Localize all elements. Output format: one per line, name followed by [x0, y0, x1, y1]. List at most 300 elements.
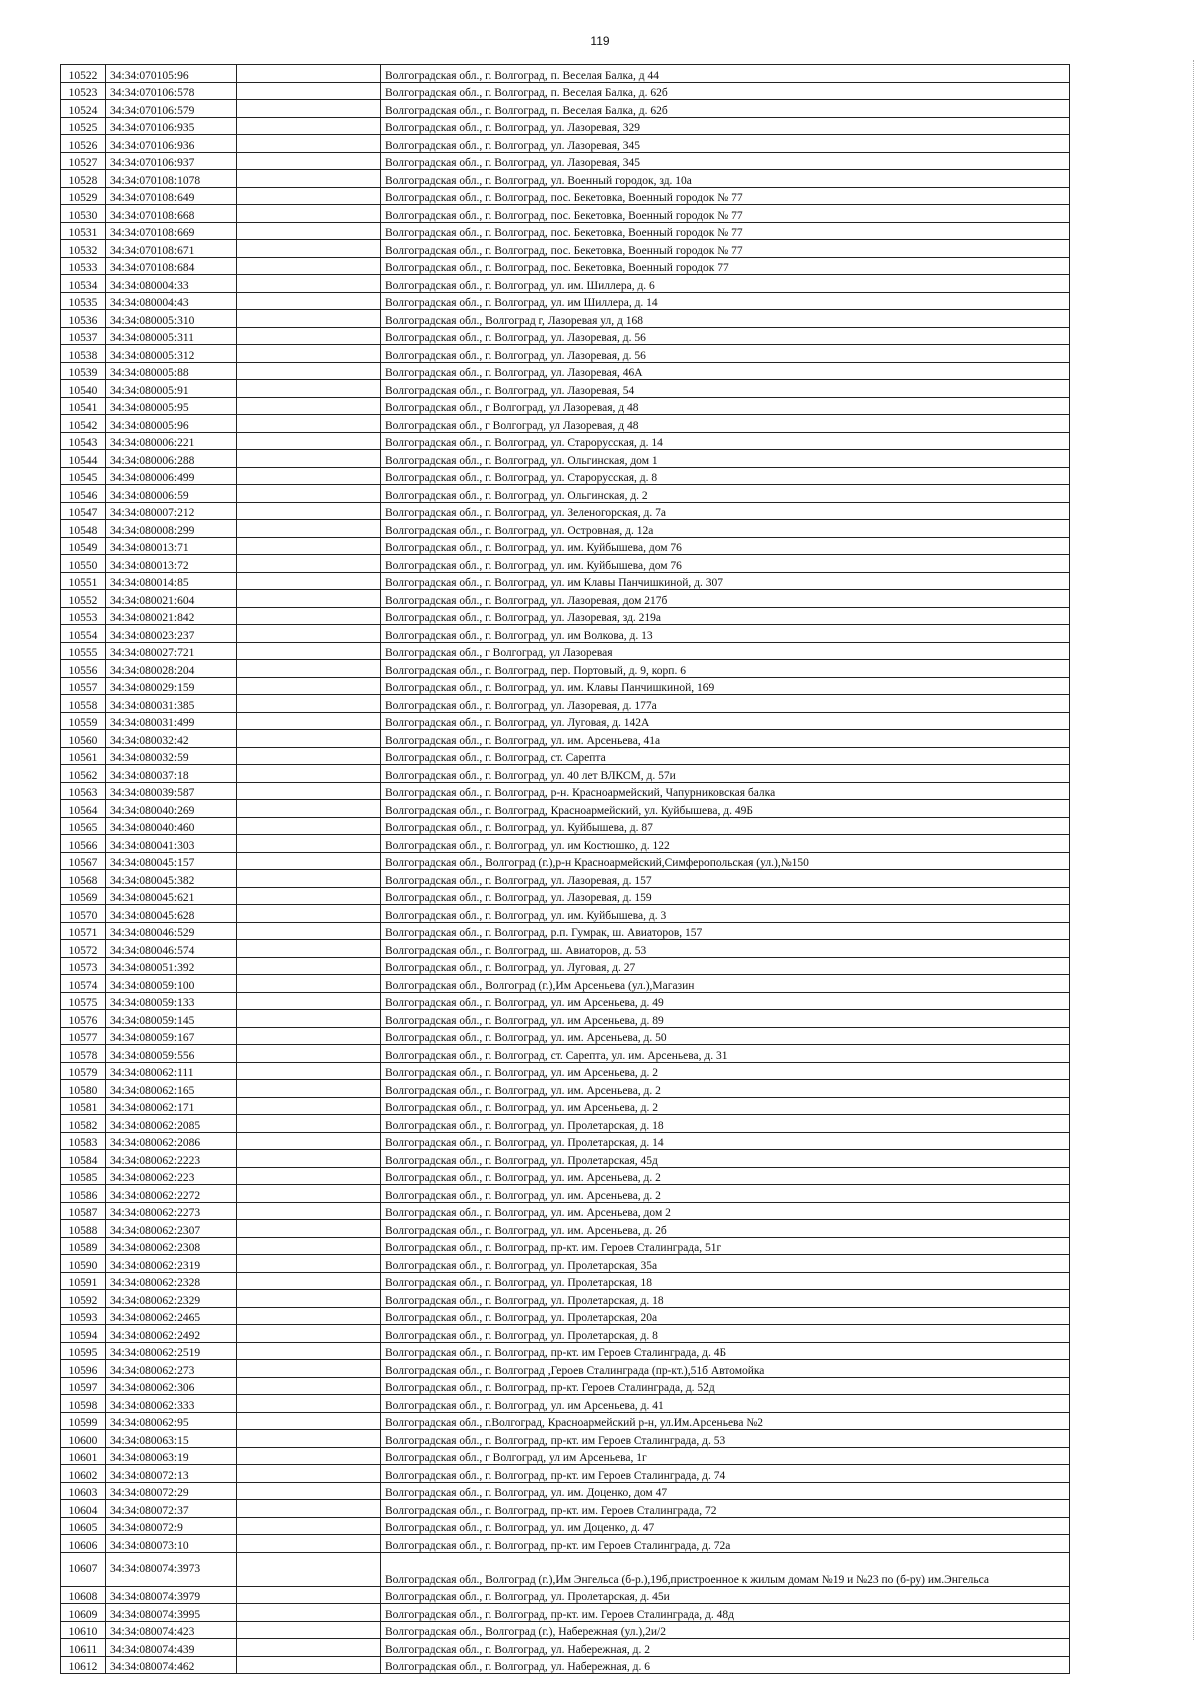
table-row: [61, 782, 1070, 800]
empty-cell: [237, 187, 381, 205]
row-number-cell: 10537: [61, 327, 106, 345]
cadastral-number-cell: 34:34:080006:288: [106, 450, 237, 468]
row-number-cell: 10547: [61, 502, 106, 520]
empty-cell: [237, 1167, 381, 1185]
cadastral-number-cell: 34:34:080051:392: [106, 957, 237, 975]
page-number: 119: [590, 34, 610, 48]
table-row: [61, 170, 1070, 188]
cadastral-number-cell: 34:34:080062:2492: [106, 1325, 237, 1343]
cadastral-number-cell: 34:34:080031:385: [106, 695, 237, 713]
cadastral-number-cell: 34:34:080039:587: [106, 782, 237, 800]
cadastral-number-cell: 34:34:080037:18: [106, 765, 237, 783]
row-number-cell: 10593: [61, 1307, 106, 1325]
table-row: [61, 485, 1070, 503]
row-number-cell: 10567: [61, 852, 106, 870]
address-cell: Волгоградская обл., г. Волгоград, п. Веселая Балка, д. 62б: [381, 82, 1070, 100]
table-row: [61, 1517, 1070, 1535]
cadastral-number-cell: 34:34:080072:13: [106, 1465, 237, 1483]
cadastral-number-cell: 34:34:080041:303: [106, 835, 237, 853]
row-number-cell: 10546: [61, 485, 106, 503]
table-row: [61, 152, 1070, 170]
row-number-cell: 10561: [61, 747, 106, 765]
empty-cell: [237, 555, 381, 573]
address-cell: Волгоградская обл., г Волгоград, ул Лазоревая, д 48: [381, 415, 1070, 433]
table-row: [61, 1045, 1070, 1063]
empty-cell: [237, 747, 381, 765]
cadastral-number-cell: 34:34:080005:312: [106, 345, 237, 363]
table-row: [61, 870, 1070, 888]
row-number-cell: 10586: [61, 1185, 106, 1203]
address-cell: Волгоградская обл., г. Волгоград, ул. Лазоревая, зд. 219а: [381, 607, 1070, 625]
address-cell: Волгоградская обл., г. Волгоград, ул. им. Куйбышева, дом 76: [381, 555, 1070, 573]
table-row: [61, 135, 1070, 153]
row-number-cell: 10595: [61, 1342, 106, 1360]
empty-cell: [237, 100, 381, 118]
address-cell: Волгоградская обл., г Волгоград, ул им Арсеньева, 1г: [381, 1447, 1070, 1465]
empty-cell: [237, 485, 381, 503]
address-cell: Волгоградская обл., г. Волгоград, ул. Лазоревая, д. 56: [381, 327, 1070, 345]
empty-cell: [237, 362, 381, 380]
table-row: [61, 572, 1070, 590]
cadastral-number-cell: 34:34:080005:310: [106, 310, 237, 328]
empty-cell: [237, 1220, 381, 1238]
cadastral-number-cell: 34:34:080062:306: [106, 1377, 237, 1395]
cadastral-number-cell: 34:34:080013:71: [106, 537, 237, 555]
row-number-cell: 10542: [61, 415, 106, 433]
empty-cell: [237, 170, 381, 188]
row-number-cell: 10596: [61, 1360, 106, 1378]
row-number-cell: 10536: [61, 310, 106, 328]
row-number-cell: 10599: [61, 1412, 106, 1430]
row-number-cell: 10609: [61, 1604, 106, 1622]
row-number-cell: 10529: [61, 187, 106, 205]
address-cell: Волгоградская обл., г. Волгоград, ул. им Волкова, д. 13: [381, 625, 1070, 643]
cadastral-number-cell: 34:34:080006:499: [106, 467, 237, 485]
empty-cell: [237, 327, 381, 345]
cadastral-number-cell: 34:34:080074:439: [106, 1639, 237, 1657]
row-number-cell: 10545: [61, 467, 106, 485]
address-cell: Волгоградская обл., г. Волгоград, ул. Ольгинская, д. 2: [381, 485, 1070, 503]
cadastral-number-cell: 34:34:080062:2085: [106, 1115, 237, 1133]
row-number-cell: 10611: [61, 1639, 106, 1657]
empty-cell: [237, 800, 381, 818]
cadastral-number-cell: 34:34:080031:499: [106, 712, 237, 730]
row-number-cell: 10571: [61, 922, 106, 940]
table-row: [61, 625, 1070, 643]
row-number-cell: 10585: [61, 1167, 106, 1185]
table-row: [61, 345, 1070, 363]
cadastral-number-cell: 34:34:080072:9: [106, 1517, 237, 1535]
table-row: [61, 327, 1070, 345]
table-row: [61, 117, 1070, 135]
row-number-cell: 10535: [61, 292, 106, 310]
empty-cell: [237, 1482, 381, 1500]
table-row: [61, 555, 1070, 573]
row-number-cell: 10550: [61, 555, 106, 573]
row-number-cell: 10539: [61, 362, 106, 380]
cadastral-number-cell: 34:34:080006:59: [106, 485, 237, 503]
cadastral-number-cell: 34:34:080074:3973: [106, 1552, 237, 1586]
address-cell: Волгоградская обл., г. Волгоград, пр-кт. им Героев Сталинграда, д. 74: [381, 1465, 1070, 1483]
cadastral-number-cell: 34:34:080074:423: [106, 1621, 237, 1639]
empty-cell: [237, 1132, 381, 1150]
cadastral-number-cell: 34:34:080062:2329: [106, 1290, 237, 1308]
cadastral-number-cell: 34:34:080045:628: [106, 905, 237, 923]
empty-cell: [237, 1412, 381, 1430]
cadastral-number-cell: 34:34:070108:671: [106, 240, 237, 258]
address-cell: Волгоградская обл., г. Волгоград, ул. Зеленогорская, д. 7а: [381, 502, 1070, 520]
empty-cell: [237, 467, 381, 485]
cadastral-number-cell: 34:34:080062:2086: [106, 1132, 237, 1150]
row-number-cell: 10603: [61, 1482, 106, 1500]
empty-cell: [237, 502, 381, 520]
row-number-cell: 10578: [61, 1045, 106, 1063]
cadastral-number-cell: 34:34:080007:212: [106, 502, 237, 520]
table-row: [61, 1500, 1070, 1518]
empty-cell: [237, 975, 381, 993]
row-number-cell: 10548: [61, 520, 106, 538]
empty-cell: [237, 1639, 381, 1657]
row-number-cell: 10540: [61, 380, 106, 398]
row-number-cell: 10605: [61, 1517, 106, 1535]
empty-cell: [237, 135, 381, 153]
table-row: [61, 677, 1070, 695]
row-number-cell: 10577: [61, 1027, 106, 1045]
address-cell: Волгоградская обл., г. Волгоград, ул. Набережная, д. 2: [381, 1639, 1070, 1657]
address-cell: Волгоградская обл., Волгоград (г.), Набережная (ул.),2и/2: [381, 1621, 1070, 1639]
table-row: [61, 1080, 1070, 1098]
cadastral-number-cell: 34:34:080062:2328: [106, 1272, 237, 1290]
table-row: [61, 1325, 1070, 1343]
cadastral-number-cell: 34:34:070106:935: [106, 117, 237, 135]
table-row: [61, 817, 1070, 835]
cadastral-number-cell: 34:34:080005:95: [106, 397, 237, 415]
empty-cell: [237, 82, 381, 100]
address-cell: Волгоградская обл., г. Волгоград, ул. Куйбышева, д. 87: [381, 817, 1070, 835]
empty-cell: [237, 1395, 381, 1413]
cadastral-number-cell: 34:34:080023:237: [106, 625, 237, 643]
table-row: [61, 1412, 1070, 1430]
table-row: [61, 1027, 1070, 1045]
empty-cell: [237, 782, 381, 800]
address-cell: Волгоградская обл., г. Волгоград, пр-кт. им. Героев Сталинграда, 51г: [381, 1237, 1070, 1255]
address-cell: Волгоградская обл., г. Волгоград, ул. им Арсеньева, д. 2: [381, 1097, 1070, 1115]
row-number-cell: 10559: [61, 712, 106, 730]
empty-cell: [237, 397, 381, 415]
row-number-cell: 10588: [61, 1220, 106, 1238]
address-cell: Волгоградская обл., г. Волгоград, ул. им. Арсеньева, д. 2: [381, 1167, 1070, 1185]
address-cell: Волгоградская обл., г. Волгоград, ул. им Арсеньева, д. 49: [381, 992, 1070, 1010]
row-number-cell: 10560: [61, 730, 106, 748]
row-number-cell: 10570: [61, 905, 106, 923]
row-number-cell: 10581: [61, 1097, 106, 1115]
row-number-cell: 10553: [61, 607, 106, 625]
address-cell: Волгоградская обл., г. Волгоград, пер. Портовый, д. 9, корп. 6: [381, 660, 1070, 678]
table-row: [61, 765, 1070, 783]
address-cell: Волгоградская обл., г. Волгоград, ул. Пролетарская, д. 18: [381, 1290, 1070, 1308]
address-cell: Волгоградская обл., г. Волгоград, ул. Лазоревая, 46А: [381, 362, 1070, 380]
cadastral-number-cell: 34:34:080005:311: [106, 327, 237, 345]
row-number-cell: 10538: [61, 345, 106, 363]
table-row: [61, 467, 1070, 485]
address-cell: Волгоградская обл., г. Волгоград, ул. Пролетарская, д. 8: [381, 1325, 1070, 1343]
address-cell: Волгоградская обл., г. Волгоград, ул. им. Арсеньева, дом 2: [381, 1202, 1070, 1220]
table-row: [61, 992, 1070, 1010]
cadastral-number-cell: 34:34:080045:157: [106, 852, 237, 870]
empty-cell: [237, 257, 381, 275]
row-number-cell: 10524: [61, 100, 106, 118]
empty-cell: [237, 240, 381, 258]
address-cell: Волгоградская обл., г. Волгоград, пос. Бекетовка, Военный городок № 77: [381, 240, 1070, 258]
table-row: [61, 1377, 1070, 1395]
cadastral-number-cell: 34:34:080074:3979: [106, 1586, 237, 1604]
table-row: [61, 607, 1070, 625]
cadastral-number-cell: 34:34:080004:43: [106, 292, 237, 310]
empty-cell: [237, 642, 381, 660]
row-number-cell: 10541: [61, 397, 106, 415]
table-row: [61, 695, 1070, 713]
address-cell: Волгоградская обл., г. Волгоград, ст. Сарепта, ул. им. Арсеньева, д. 31: [381, 1045, 1070, 1063]
table-row: [61, 1167, 1070, 1185]
empty-cell: [237, 905, 381, 923]
address-cell: Волгоградская обл., Волгоград (г.),р-н Красноармейский,Симферопольская (ул.),№150: [381, 852, 1070, 870]
table-row: [61, 1132, 1070, 1150]
empty-cell: [237, 1290, 381, 1308]
cadastral-number-cell: 34:34:080059:145: [106, 1010, 237, 1028]
row-number-cell: 10600: [61, 1430, 106, 1448]
table-row: [61, 642, 1070, 660]
row-number-cell: 10532: [61, 240, 106, 258]
row-number-cell: 10554: [61, 625, 106, 643]
empty-cell: [237, 835, 381, 853]
empty-cell: [237, 345, 381, 363]
table-row: [61, 1150, 1070, 1168]
table-row: [61, 450, 1070, 468]
row-number-cell: 10528: [61, 170, 106, 188]
cadastral-number-cell: 34:34:080063:19: [106, 1447, 237, 1465]
cadastral-number-cell: 34:34:070108:684: [106, 257, 237, 275]
address-cell: Волгоградская обл., г. Волгоград, пр-кт. им Героев Сталинграда, д. 53: [381, 1430, 1070, 1448]
table-row: [61, 1552, 1070, 1586]
address-cell: Волгоградская обл., г. Волгоград, ул. им. Клавы Панчишкиной, 169: [381, 677, 1070, 695]
cadastral-number-cell: 34:34:080014:85: [106, 572, 237, 590]
address-cell: Волгоградская обл., г. Волгоград ,Героев Сталинграда (пр-кт.),51б Автомойка: [381, 1360, 1070, 1378]
table-row: [61, 852, 1070, 870]
table-row: [61, 957, 1070, 975]
empty-cell: [237, 852, 381, 870]
empty-cell: [237, 520, 381, 538]
cadastral-number-cell: 34:34:080059:556: [106, 1045, 237, 1063]
registry-body: [61, 65, 1070, 1674]
empty-cell: [237, 65, 381, 83]
empty-cell: [237, 1237, 381, 1255]
cadastral-number-cell: 34:34:080021:604: [106, 590, 237, 608]
empty-cell: [237, 957, 381, 975]
address-cell: Волгоградская обл., г. Волгоград, ул. Пролетарская, 18: [381, 1272, 1070, 1290]
cadastral-number-cell: 34:34:080062:2519: [106, 1342, 237, 1360]
table-row: [61, 1115, 1070, 1133]
cadastral-number-cell: 34:34:080027:721: [106, 642, 237, 660]
table-row: [61, 275, 1070, 293]
cadastral-number-cell: 34:34:070106:936: [106, 135, 237, 153]
table-row: [61, 1202, 1070, 1220]
address-cell: Волгоградская обл., г. Волгоград, ул. Пролетарская, 20а: [381, 1307, 1070, 1325]
address-cell: Волгоградская обл., г. Волгоград, пр-кт. им Героев Сталинграда, д. 4Б: [381, 1342, 1070, 1360]
address-cell: Волгоградская обл., г. Волгоград, пр-кт. им. Героев Сталинграда, 72: [381, 1500, 1070, 1518]
row-number-cell: 10580: [61, 1080, 106, 1098]
empty-cell: [237, 1465, 381, 1483]
row-number-cell: 10533: [61, 257, 106, 275]
row-number-cell: 10525: [61, 117, 106, 135]
empty-cell: [237, 1272, 381, 1290]
cadastral-number-cell: 34:34:080073:10: [106, 1535, 237, 1553]
empty-cell: [237, 695, 381, 713]
table-row: [61, 1465, 1070, 1483]
table-row: [61, 397, 1070, 415]
address-cell: Волгоградская обл., г. Волгоград, ул. Военный городок, зд. 10а: [381, 170, 1070, 188]
empty-cell: [237, 922, 381, 940]
table-row: [61, 100, 1070, 118]
empty-cell: [237, 870, 381, 888]
cadastral-number-cell: 34:34:070106:937: [106, 152, 237, 170]
cadastral-number-cell: 34:34:080008:299: [106, 520, 237, 538]
empty-cell: [237, 1185, 381, 1203]
table-row: [61, 292, 1070, 310]
empty-cell: [237, 817, 381, 835]
row-number-cell: 10594: [61, 1325, 106, 1343]
table-row: [61, 1430, 1070, 1448]
cadastral-number-cell: 34:34:080059:133: [106, 992, 237, 1010]
address-cell: Волгоградская обл., г. Волгоград, ул. им Клавы Панчишкиной, д. 307: [381, 572, 1070, 590]
address-cell: Волгоградская обл., г. Волгоград, ул. Лазоревая, дом 217б: [381, 590, 1070, 608]
cadastral-number-cell: 34:34:080059:167: [106, 1027, 237, 1045]
row-number-cell: 10555: [61, 642, 106, 660]
table-row: [61, 590, 1070, 608]
table-row: [61, 205, 1070, 223]
table-row: [61, 1656, 1070, 1674]
address-cell: Волгоградская обл., г Волгоград, ул Лазоревая, д 48: [381, 397, 1070, 415]
table-row: [61, 1586, 1070, 1604]
row-number-cell: 10601: [61, 1447, 106, 1465]
row-number-cell: 10526: [61, 135, 106, 153]
table-row: [61, 520, 1070, 538]
row-number-cell: 10556: [61, 660, 106, 678]
empty-cell: [237, 1586, 381, 1604]
row-number-cell: 10576: [61, 1010, 106, 1028]
table-row: [61, 922, 1070, 940]
registry-table: [60, 64, 1070, 1674]
empty-cell: [237, 275, 381, 293]
address-cell: Волгоградская обл., г. Волгоград, ст. Сарепта: [381, 747, 1070, 765]
row-number-cell: 10543: [61, 432, 106, 450]
address-cell: Волгоградская обл., г. Волгоград, ул. Луговая, д. 142А: [381, 712, 1070, 730]
empty-cell: [237, 222, 381, 240]
empty-cell: [237, 1062, 381, 1080]
cadastral-number-cell: 34:34:070106:579: [106, 100, 237, 118]
empty-cell: [237, 1377, 381, 1395]
cadastral-number-cell: 34:34:080059:100: [106, 975, 237, 993]
cadastral-number-cell: 34:34:080040:269: [106, 800, 237, 818]
empty-cell: [237, 1360, 381, 1378]
cadastral-number-cell: 34:34:070106:578: [106, 82, 237, 100]
cadastral-number-cell: 34:34:080032:42: [106, 730, 237, 748]
address-cell: Волгоградская обл., г. Волгоград, ул. Лазоревая, 345: [381, 135, 1070, 153]
address-cell: Волгоградская обл., г. Волгоград, ул. Пролетарская, д. 18: [381, 1115, 1070, 1133]
address-cell: Волгоградская обл., г. Волгоград, р-н. Красноармейский, Чапурниковская балка: [381, 782, 1070, 800]
cadastral-number-cell: 34:34:080072:29: [106, 1482, 237, 1500]
table-row: [61, 362, 1070, 380]
row-number-cell: 10590: [61, 1255, 106, 1273]
table-row: [61, 887, 1070, 905]
empty-cell: [237, 887, 381, 905]
row-number-cell: 10566: [61, 835, 106, 853]
row-number-cell: 10563: [61, 782, 106, 800]
table-row: [61, 1290, 1070, 1308]
row-number-cell: 10592: [61, 1290, 106, 1308]
empty-cell: [237, 1621, 381, 1639]
cadastral-number-cell: 34:34:080062:273: [106, 1360, 237, 1378]
address-cell: Волгоградская обл., г. Волгоград, пос. Бекетовка, Военный городок № 77: [381, 205, 1070, 223]
empty-cell: [237, 1535, 381, 1553]
row-number-cell: 10584: [61, 1150, 106, 1168]
empty-cell: [237, 1150, 381, 1168]
table-row: [61, 800, 1070, 818]
row-number-cell: 10530: [61, 205, 106, 223]
empty-cell: [237, 992, 381, 1010]
row-number-cell: 10587: [61, 1202, 106, 1220]
empty-cell: [237, 1325, 381, 1343]
table-row: [61, 1360, 1070, 1378]
address-cell: Волгоградская обл., г. Волгоград, ул. Луговая, д. 27: [381, 957, 1070, 975]
table-row: [61, 1010, 1070, 1028]
cadastral-number-cell: 34:34:080045:621: [106, 887, 237, 905]
table-row: [61, 1272, 1070, 1290]
empty-cell: [237, 310, 381, 328]
table-row: [61, 940, 1070, 958]
cadastral-number-cell: 34:34:080062:2307: [106, 1220, 237, 1238]
cadastral-number-cell: 34:34:080062:2465: [106, 1307, 237, 1325]
empty-cell: [237, 572, 381, 590]
empty-cell: [237, 1447, 381, 1465]
cadastral-number-cell: 34:34:080062:2319: [106, 1255, 237, 1273]
cadastral-number-cell: 34:34:070108:669: [106, 222, 237, 240]
address-cell: Волгоградская обл., г. Волгоград, ул. им Арсеньева, д. 2: [381, 1062, 1070, 1080]
cadastral-number-cell: 34:34:080032:59: [106, 747, 237, 765]
cadastral-number-cell: 34:34:080013:72: [106, 555, 237, 573]
table-row: [61, 975, 1070, 993]
row-number-cell: 10569: [61, 887, 106, 905]
address-cell: Волгоградская обл., г. Волгоград, пос. Бекетовка, Военный городок 77: [381, 257, 1070, 275]
table-row: [61, 187, 1070, 205]
cadastral-number-cell: 34:34:080062:333: [106, 1395, 237, 1413]
address-cell: Волгоградская обл., г. Волгоград, пос. Бекетовка, Военный городок № 77: [381, 187, 1070, 205]
empty-cell: [237, 432, 381, 450]
row-number-cell: 10608: [61, 1586, 106, 1604]
cadastral-number-cell: 34:34:080028:204: [106, 660, 237, 678]
empty-cell: [237, 415, 381, 433]
table-row: [61, 65, 1070, 83]
table-row: [61, 1220, 1070, 1238]
address-cell: Волгоградская обл., г. Волгоград, пр-кт. им Героев Сталинграда, д. 72а: [381, 1535, 1070, 1553]
scan-margin-line: [1192, 60, 1194, 1640]
row-number-cell: 10583: [61, 1132, 106, 1150]
address-cell: Волгоградская обл., г. Волгоград, пос. Бекетовка, Военный городок № 77: [381, 222, 1070, 240]
row-number-cell: 10582: [61, 1115, 106, 1133]
table-row: [61, 415, 1070, 433]
cadastral-number-cell: 34:34:080021:842: [106, 607, 237, 625]
address-cell: Волгоградская обл., г. Волгоград, ул. Лазоревая, д. 157: [381, 870, 1070, 888]
cadastral-number-cell: 34:34:080062:95: [106, 1412, 237, 1430]
